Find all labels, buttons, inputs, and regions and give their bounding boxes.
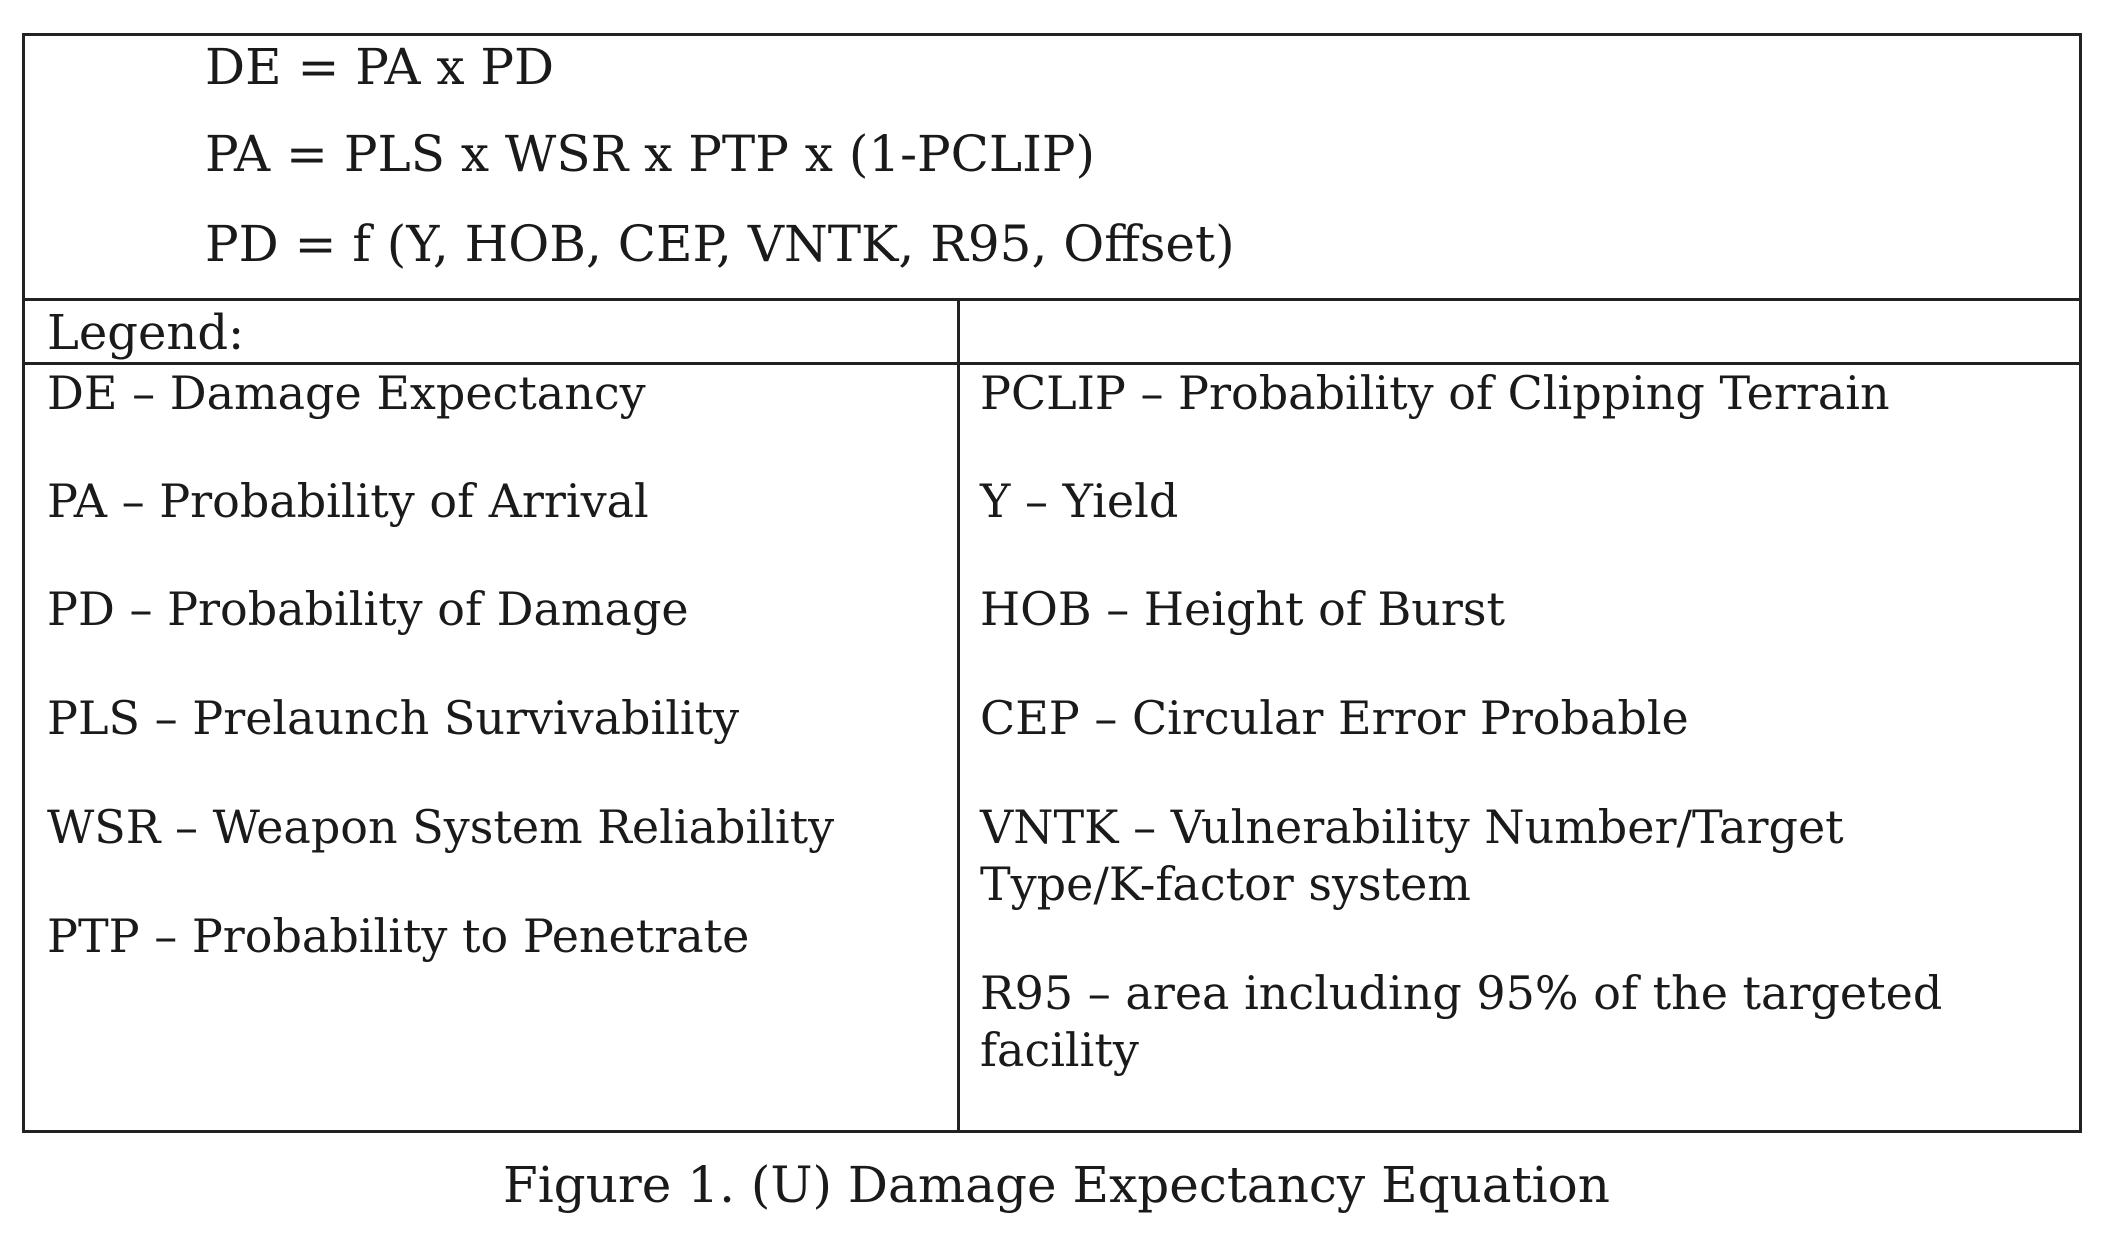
equation-pd: PD = f (Y, HOB, CEP, VNTK, R95, Offset) xyxy=(205,215,1235,273)
legend-item-r95: R95 – area including 95% of the targeted facility xyxy=(980,966,1943,1077)
legend-item-pa: PA – Probability of Arrival xyxy=(47,474,649,528)
equation-de: DE = PA x PD xyxy=(205,38,555,96)
legend-item-pclip: PCLIP – Probability of Clipping Terrain xyxy=(980,366,1890,420)
legend-item-ptp: PTP – Probability to Penetrate xyxy=(47,909,750,963)
legend-item-y: Y – Yield xyxy=(980,474,1179,528)
legend-item-wsr: WSR – Weapon System Reliability xyxy=(47,800,835,854)
legend-header xyxy=(25,301,2079,365)
equations-panel xyxy=(25,36,2079,301)
legend-item-hob: HOB – Height of Burst xyxy=(980,582,1505,636)
equation-pa: PA = PLS x WSR x PTP x (1-PCLIP) xyxy=(205,125,1096,183)
legend-item-pd: PD – Probability of Damage xyxy=(47,582,689,636)
legend-label: Legend: xyxy=(47,305,245,361)
legend-item-de: DE – Damage Expectancy xyxy=(47,366,646,420)
legend-item-cep: CEP – Circular Error Probable xyxy=(980,691,1689,745)
legend-item-vntk: VNTK – Vulnerability Number/Target Type/K-factor system xyxy=(980,800,1844,911)
figure-caption: Figure 1. (U) Damage Expectancy Equation xyxy=(503,1156,1610,1214)
legend-item-pls: PLS – Prelaunch Survivability xyxy=(47,691,740,745)
figure-box xyxy=(22,33,2082,1133)
column-divider xyxy=(957,301,960,1130)
